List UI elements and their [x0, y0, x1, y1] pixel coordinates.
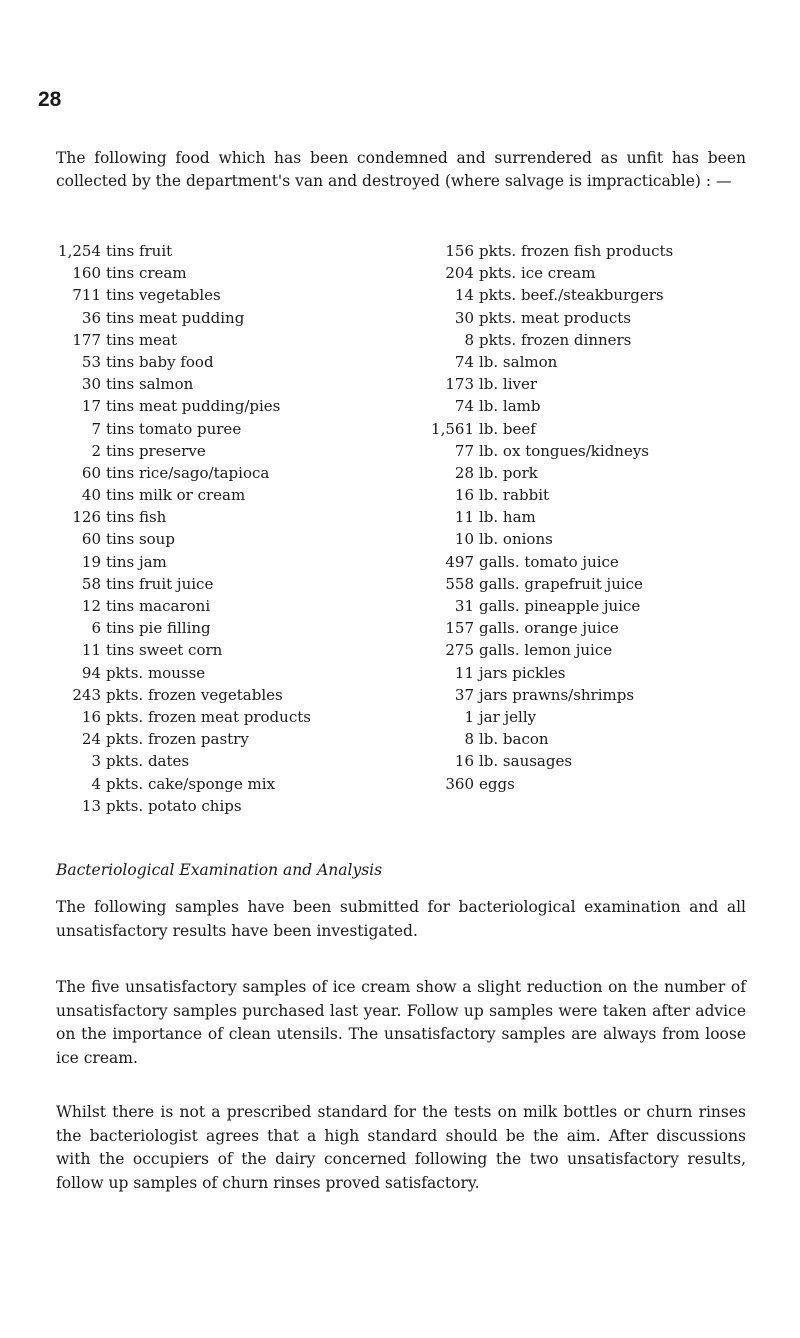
item-quantity: 126 — [72, 508, 101, 527]
item-description: tins meat pudding — [106, 308, 245, 327]
list-item — [56, 307, 396, 329]
item-quantity: 17 — [81, 397, 101, 416]
list-item — [56, 373, 396, 395]
item-quantity: 94 — [81, 663, 101, 682]
item-quantity: 8 — [464, 330, 474, 349]
item-description: pkts. frozen meat products — [106, 707, 311, 726]
list-item — [420, 240, 760, 262]
item-quantity: 31 — [454, 597, 474, 615]
item-description: galls. orange juice — [479, 619, 619, 638]
item-quantity: 14 — [454, 286, 474, 305]
item-description: tins cream — [106, 264, 187, 283]
list-item — [420, 284, 760, 306]
item-description: tins soup — [106, 530, 175, 549]
item-description: tins meat pudding/pies — [106, 397, 281, 416]
item-quantity: 24 — [81, 730, 101, 749]
list-item — [420, 617, 760, 639]
item-quantity: 11 — [81, 641, 101, 660]
list-item — [420, 639, 760, 661]
item-quantity: 160 — [72, 264, 101, 283]
item-quantity: 37 — [454, 685, 474, 704]
list-item — [56, 506, 396, 528]
item-quantity: 1 — [464, 707, 474, 726]
item-description: tins meat — [106, 330, 178, 349]
item-quantity: 360 — [445, 774, 474, 793]
item-description: lb. ox tongues/kidneys — [479, 441, 650, 460]
intro-paragraph: The following food which has been condemned and surrendered as unfit has been collected by the department's van and destroyed (where salvage is impracticable) : — — [56, 149, 746, 190]
item-quantity: 558 — [445, 574, 474, 593]
item-description: tins fish — [106, 508, 167, 527]
item-description: jars pickles — [479, 663, 566, 682]
condemned-food-list-right — [420, 240, 760, 795]
item-description: tins jam — [106, 552, 167, 571]
item-description: pkts. mousse — [106, 663, 206, 682]
item-description: lb. beef — [479, 419, 536, 438]
page-number: 28 — [38, 88, 62, 111]
item-description: tins macaroni — [106, 597, 211, 615]
item-description: lb. bacon — [479, 730, 549, 749]
item-description: lb. rabbit — [479, 486, 550, 505]
condemned-food-list-left — [56, 240, 396, 817]
item-quantity: 711 — [72, 286, 101, 305]
item-quantity: 173 — [445, 375, 474, 394]
item-description: pkts. cake/sponge mix — [106, 774, 276, 793]
item-description: pkts. frozen fish products — [479, 242, 674, 260]
list-item — [420, 706, 760, 728]
item-quantity: 16 — [454, 752, 474, 771]
item-description: lb. lamb — [479, 397, 541, 416]
item-description: tins milk or cream — [106, 486, 246, 505]
list-item — [420, 329, 760, 351]
item-quantity: 7 — [91, 419, 101, 438]
item-quantity: 58 — [81, 574, 101, 593]
item-description: tins fruit juice — [106, 574, 214, 593]
list-item — [420, 484, 760, 506]
item-quantity: 1,254 — [58, 242, 101, 260]
item-quantity: 243 — [72, 685, 101, 704]
item-description: pkts. dates — [106, 752, 190, 771]
list-item — [56, 528, 396, 550]
list-item — [56, 351, 396, 373]
list-item — [420, 662, 760, 684]
item-quantity: 77 — [454, 441, 474, 460]
list-item — [420, 595, 760, 617]
item-quantity: 28 — [454, 463, 474, 482]
list-item — [420, 728, 760, 750]
list-item — [420, 684, 760, 706]
item-quantity: 157 — [445, 619, 474, 638]
item-description: tins pie filling — [106, 619, 211, 638]
list-item — [56, 573, 396, 595]
list-item — [56, 284, 396, 306]
item-description: tins rice/sago/tapioca — [106, 463, 270, 482]
item-quantity: 8 — [464, 730, 474, 749]
item-quantity: 204 — [445, 264, 474, 283]
item-quantity: 30 — [81, 375, 101, 394]
item-description: tins vegetables — [106, 286, 221, 305]
item-quantity: 12 — [81, 597, 101, 615]
item-description: pkts. ice cream — [479, 264, 596, 283]
list-item — [420, 773, 760, 795]
item-quantity: 16 — [81, 707, 101, 726]
list-item — [56, 662, 396, 684]
item-description: tins preserve — [106, 441, 206, 460]
item-quantity: 30 — [454, 308, 474, 327]
item-quantity: 53 — [81, 352, 101, 371]
item-description: eggs — [479, 774, 515, 793]
item-description: pkts. frozen vegetables — [106, 685, 283, 704]
list-item — [56, 440, 396, 462]
list-item — [420, 395, 760, 417]
section-heading: Bacteriological Examination and Analysis — [56, 861, 383, 879]
list-item — [420, 262, 760, 284]
item-quantity: 74 — [454, 397, 474, 416]
list-item — [56, 639, 396, 661]
item-description: lb. sausages — [479, 752, 573, 771]
list-item — [420, 440, 760, 462]
item-quantity: 40 — [81, 486, 101, 505]
item-description: lb. liver — [479, 375, 538, 394]
list-item — [56, 240, 396, 262]
item-quantity: 497 — [445, 552, 474, 571]
item-quantity: 11 — [454, 663, 474, 682]
list-item — [56, 484, 396, 506]
item-quantity: 275 — [445, 641, 474, 660]
item-description: pkts. frozen pastry — [106, 730, 249, 749]
list-item — [56, 728, 396, 750]
item-description: pkts. beef./steakburgers — [479, 286, 664, 305]
item-quantity: 4 — [91, 774, 101, 793]
item-quantity: 16 — [454, 486, 474, 505]
item-quantity: 3 — [91, 752, 101, 771]
paragraph-milk-bottles: Whilst there is not a prescribed standard for the tests on milk bottles or churn rinses the bacteriologist agrees that a high standard should be the aim. After discussions with the occupiers of the dairy concerned following the two unsatisfactory results, follow up samples of churn rinses proved satisfactory. — [56, 1103, 746, 1192]
item-description: galls. tomato juice — [479, 552, 619, 571]
list-item — [56, 262, 396, 284]
list-item — [420, 506, 760, 528]
item-description: lb. ham — [479, 508, 536, 527]
list-item — [420, 462, 760, 484]
item-description: lb. salmon — [479, 352, 558, 371]
item-quantity: 36 — [81, 308, 101, 327]
item-quantity: 177 — [72, 330, 101, 349]
list-item — [56, 706, 396, 728]
list-item — [56, 462, 396, 484]
item-description: tins tomato puree — [106, 419, 242, 438]
paragraph-ice-cream: The five unsatisfactory samples of ice cream show a slight reduction on the number of unsatisfactory samples purchased last year. Follow up samples were taken after advice on the importance of clean utensils. The unsatisfactory samples are always from loose ice cream. — [56, 978, 746, 1067]
item-description: tins baby food — [106, 352, 214, 371]
item-description: pkts. frozen dinners — [479, 330, 632, 349]
item-description: tins salmon — [106, 375, 194, 394]
item-description: lb. onions — [479, 530, 553, 549]
item-description: tins fruit — [106, 242, 173, 260]
item-description: lb. pork — [479, 463, 538, 482]
item-description: pkts. meat products — [479, 308, 631, 327]
item-quantity: 60 — [81, 530, 101, 549]
list-item — [56, 795, 396, 817]
item-quantity: 74 — [454, 352, 474, 371]
item-quantity: 19 — [81, 552, 101, 571]
item-description: galls. grapefruit juice — [479, 574, 643, 593]
list-item — [420, 551, 760, 573]
list-item — [56, 684, 396, 706]
list-item — [420, 528, 760, 550]
item-quantity: 156 — [445, 242, 474, 260]
paragraph-samples-submitted: The following samples have been submitted for bacteriological examination and all unsatisfactory results have been investigated. — [56, 898, 746, 940]
item-quantity: 2 — [91, 441, 101, 460]
item-description: tins sweet corn — [106, 641, 223, 660]
list-item — [56, 595, 396, 617]
list-item — [56, 617, 396, 639]
item-quantity: 60 — [81, 463, 101, 482]
list-item — [420, 307, 760, 329]
item-quantity: 13 — [81, 796, 101, 815]
item-description: galls. lemon juice — [479, 641, 613, 660]
item-quantity: 11 — [454, 508, 474, 527]
list-item — [420, 750, 760, 772]
item-description: jars prawns/shrimps — [479, 685, 635, 704]
list-item — [56, 551, 396, 573]
list-item — [56, 329, 396, 351]
item-quantity: 10 — [454, 530, 474, 549]
list-item — [56, 418, 396, 440]
item-quantity: 1,561 — [431, 419, 474, 438]
list-item — [420, 573, 760, 595]
list-item — [420, 418, 760, 440]
item-description: jar jelly — [479, 707, 537, 726]
list-item — [420, 351, 760, 373]
list-item — [420, 373, 760, 395]
list-item — [56, 395, 396, 417]
item-quantity: 6 — [91, 619, 101, 638]
list-item — [56, 750, 396, 772]
list-item — [56, 773, 396, 795]
item-description: galls. pineapple juice — [479, 597, 641, 615]
item-description: pkts. potato chips — [106, 796, 242, 815]
